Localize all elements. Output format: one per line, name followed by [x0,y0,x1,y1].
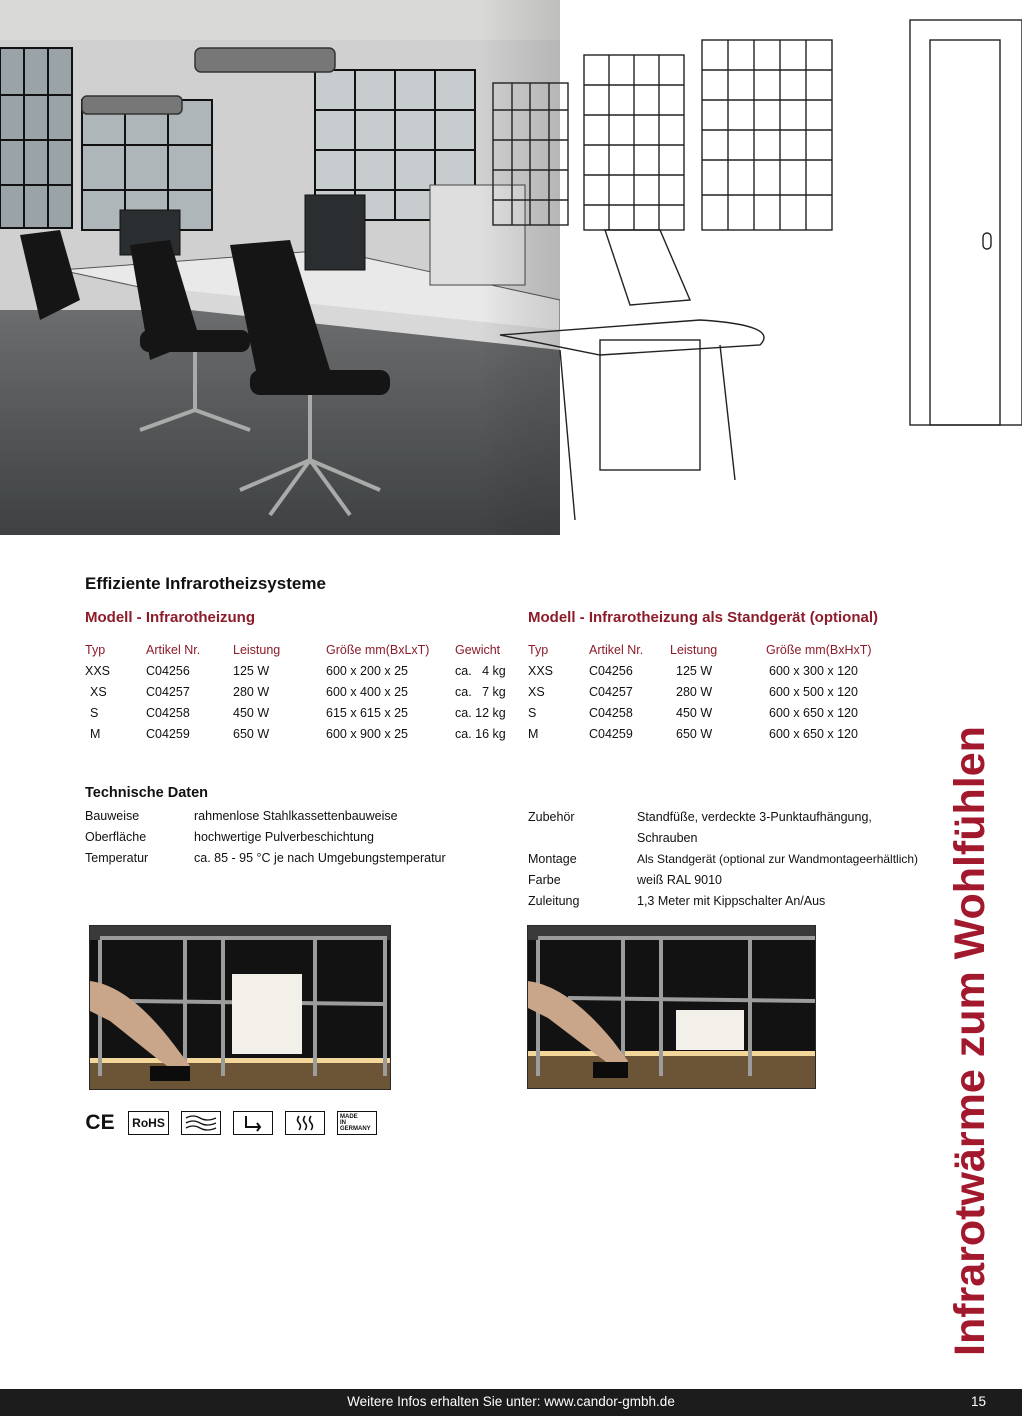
table-row [85,681,520,702]
column-header: Typ [528,642,549,657]
column-header: Größe mm(BxLxT) [326,642,430,657]
cell-weight: ca. 16 kg [455,726,506,741]
spec-label: Farbe [528,872,561,887]
model-wall-title: Modell - Infrarotheizung [85,609,255,626]
cell-size: 600 x 900 x 25 [326,726,409,741]
cell-power: 650 W [233,726,270,741]
cell-article: C04258 [146,705,190,720]
cell-size: 600 x 650 x 120 [769,705,858,720]
cell-article: C04259 [589,726,633,741]
spec-label: Temperatur [85,850,149,865]
cell-article: C04258 [589,705,633,720]
table-row [528,702,906,723]
product-photo-stand [527,925,816,1089]
cell-power: 280 W [233,684,270,699]
spec-value: ca. 85 - 95 °C je nach Umgebungstemperatur [194,850,446,865]
spec-value: Standfüße, verdeckte 3-Punktaufhängung, [637,809,872,824]
cell-article: C04256 [589,663,633,678]
table-header-row [528,639,906,660]
table-header-row [85,639,520,660]
rohs-badge-icon: RoHS [128,1111,169,1135]
cell-type: S [90,705,99,720]
cell-type: XS [528,684,545,699]
column-header: Artikel Nr. [146,642,201,657]
spec-row [85,847,446,868]
spec-label: Oberfläche [85,829,147,844]
spec-value: rahmenlose Stahlkassettenbauweise [194,808,398,823]
spec-label: Zubehör [528,809,575,824]
spec-row [528,869,918,890]
cell-size: 600 x 300 x 120 [769,663,858,678]
column-header: Leistung [670,642,718,657]
spec-row [85,805,446,826]
footer-bar [0,1389,1022,1416]
made-in-germany-icon [337,1111,377,1135]
cell-power: 280 W [676,684,713,699]
spec-row [528,806,918,827]
column-header: Größe mm(BxHxT) [766,642,872,657]
certification-icons [84,1111,377,1135]
technical-data-heading: Technische Daten [85,785,209,801]
spec-row [528,890,918,911]
model-stand-title: Modell - Infrarotheizung als Standgerät (optional) [528,609,879,626]
infrared-radiation-icon [285,1111,325,1135]
cell-power: 125 W [233,663,270,678]
cell-power: 450 W [233,705,270,720]
cell-weight: ca. 12 kg [455,705,506,720]
cell-weight: ca. 7 kg [455,684,506,699]
cell-type: S [528,705,537,720]
table-row [528,723,906,744]
hero-office-image [0,0,1022,535]
cell-type: M [528,726,539,741]
technical-data-right [528,806,918,911]
cell-type: XXS [85,663,111,678]
cell-size: 600 x 200 x 25 [326,663,409,678]
model-wall-table [85,639,520,744]
column-header: Typ [85,642,106,657]
table-row [85,660,520,681]
mig-line-3: GERMANY [340,1126,371,1132]
spec-row [528,827,918,848]
cell-article: C04257 [146,684,190,699]
table-row [528,660,906,681]
table-row [85,723,520,744]
cell-power: 450 W [676,705,713,720]
table-row [85,702,520,723]
cell-size: 600 x 500 x 120 [769,684,858,699]
cell-power: 125 W [676,663,713,678]
spec-value: hochwertige Pulverbeschichtung [194,829,374,844]
spec-row [528,848,918,869]
footer-website-text: Weitere Infos erhalten Sie unter: www.candor-gmbh.de [347,1394,675,1409]
spec-value: 1,3 Meter mit Kippschalter An/Aus [637,893,826,908]
page-heading: Effiziente Infrarotheizsysteme [85,574,326,593]
column-header: Leistung [233,642,281,657]
model-stand-table [528,639,906,744]
column-header: Gewicht [455,642,501,657]
cell-power: 650 W [676,726,713,741]
table-row [528,681,906,702]
cell-article: C04256 [146,663,190,678]
cell-size: 600 x 400 x 25 [326,684,409,699]
mig-line-2: IN [340,1120,346,1126]
spec-label: Zuleitung [528,893,580,908]
cell-article: C04259 [146,726,190,741]
spec-value: Schrauben [637,830,698,845]
technical-data-left [85,805,446,868]
spec-value: weiß RAL 9010 [637,872,722,887]
mig-line-1: MADE [340,1114,358,1120]
column-header: Artikel Nr. [589,642,644,657]
page-number: 15 [970,1394,986,1409]
cell-article: C04257 [589,684,633,699]
ce-mark-icon: CE [85,1111,115,1134]
wall-mount-icon [233,1111,273,1135]
spec-label: Bauweise [85,808,140,823]
spec-row [85,826,446,847]
vertical-title: Infrarotwärme zum Wohlfühlen [946,726,994,1356]
spec-value: Als Standgerät (optional zur Wandmontageerhältlich) [637,851,919,866]
product-photo-wall [89,925,391,1090]
cell-type: XXS [528,663,554,678]
cell-size: 615 x 615 x 25 [326,705,409,720]
cell-size: 600 x 650 x 120 [769,726,858,741]
heat-waves-icon [181,1111,221,1135]
cell-type: M [90,726,101,741]
cell-weight: ca. 4 kg [455,663,506,678]
cell-type: XS [90,684,107,699]
spec-label: Montage [528,851,577,866]
